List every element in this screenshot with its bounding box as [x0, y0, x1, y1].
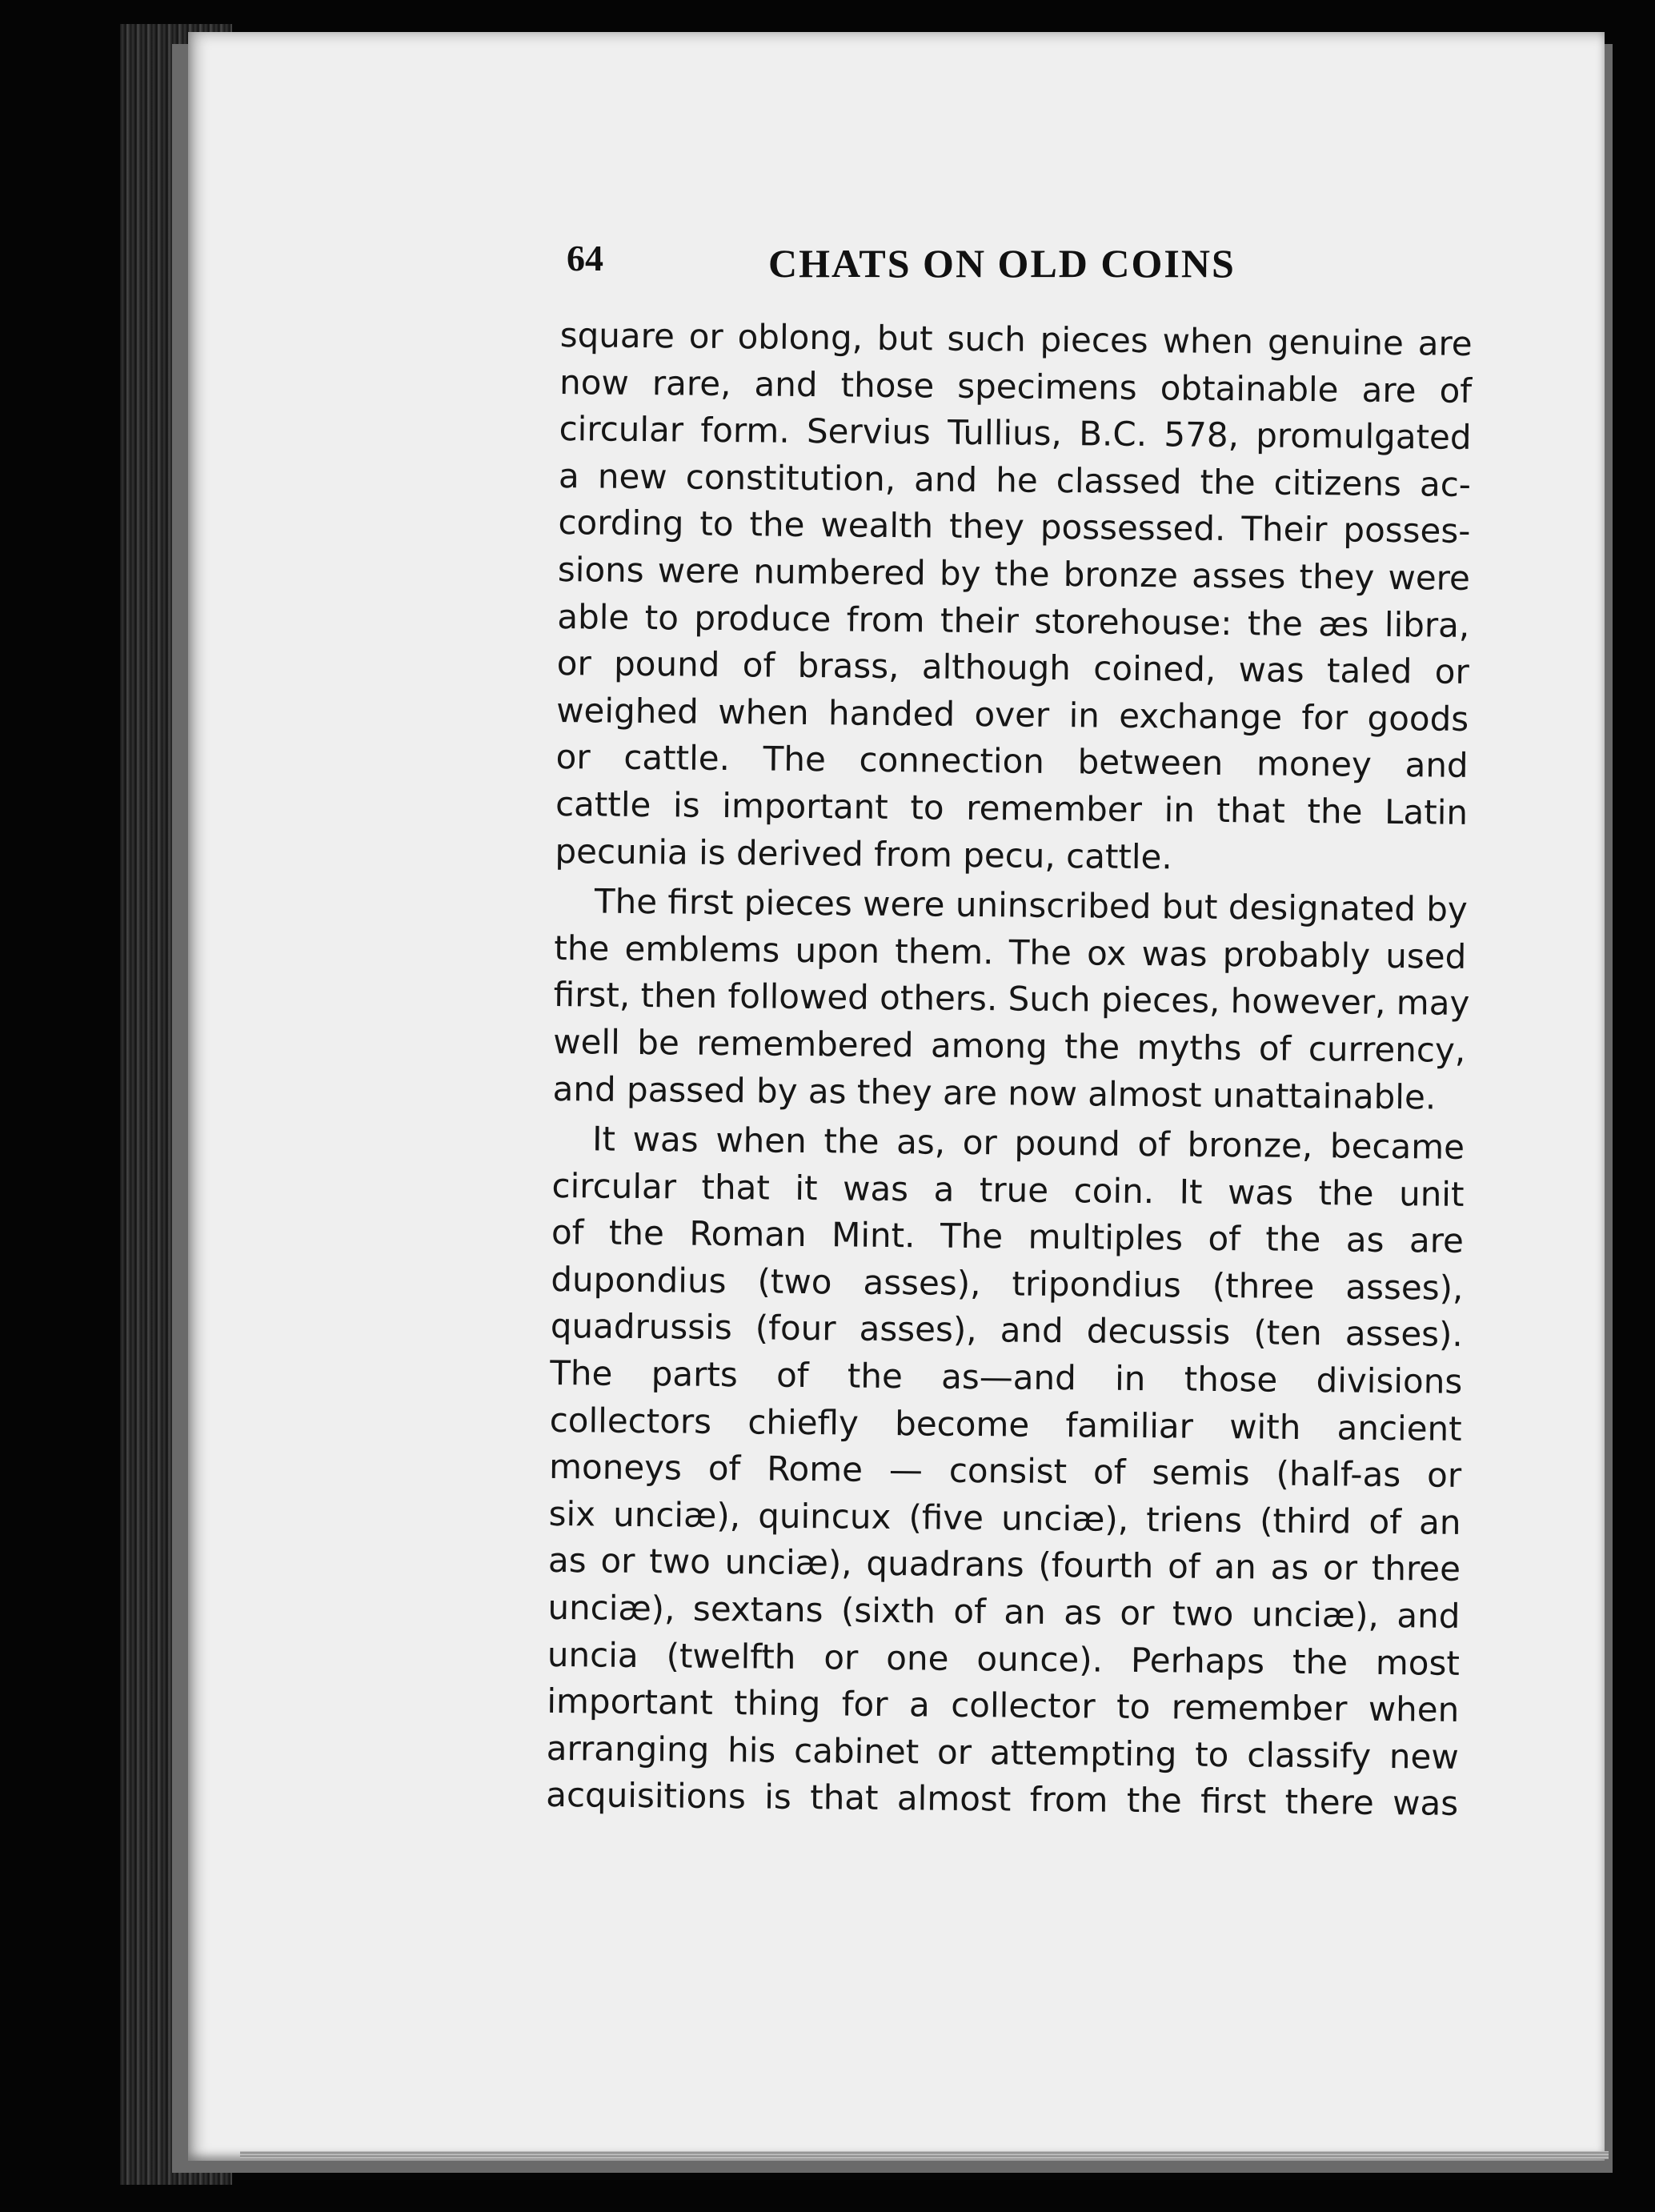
text-line: It was when the as, or pound of bronze, became: [591, 1119, 1465, 1167]
text-line: square or oblong, but such pieces when genuine are: [559, 315, 1473, 363]
paragraph: [546, 1116, 1465, 1828]
text-line: circular form. Servius Tullius, B.C. 578, promulgated: [559, 409, 1472, 458]
text-line: moneys of Rome — consist of semis (half-as or: [548, 1447, 1462, 1496]
text-line: The parts of the as—and in those divisions: [550, 1353, 1463, 1401]
text-line: now rare, and those specimens obtainable are of: [559, 362, 1473, 411]
text-line: cattle is important to remember in that the Latin: [555, 783, 1469, 832]
text-line: able to produce from their storehouse: the æs libra,: [557, 596, 1470, 645]
text-line: sions were numbered by the bronze asses they were: [557, 549, 1471, 598]
page-number: 64: [567, 238, 603, 279]
text-line: circular that it was a true coin. It was the unit: [551, 1165, 1465, 1214]
text-line: a new constitution, and he classed the citizens ac-: [558, 455, 1472, 504]
text-line: The first pieces were uninscribed but designated by: [594, 881, 1469, 930]
text-line: as or two unciæ), quadrans (fourth of an as or three: [547, 1541, 1461, 1589]
text-line: first, then followed others. Such pieces, however, may: [553, 975, 1470, 1024]
text-line: important thing for a collector to remember when: [547, 1681, 1460, 1730]
paragraph: [555, 312, 1473, 884]
text-line: six unciæ), quincux (five unciæ), triens (third of an: [548, 1493, 1461, 1542]
text-line: collectors chiefly become familiar with ancient: [549, 1400, 1462, 1449]
paragraph: [552, 878, 1470, 1121]
page-bottom-edge: [240, 2151, 1609, 2159]
text-line: of the Roman Mint. The multiples of the as are: [551, 1212, 1465, 1261]
text-line: dupondius (two asses), tripondius (three asses),: [551, 1259, 1464, 1308]
text-line: and passed by as they are now almost unattainable.: [552, 1068, 1437, 1117]
text-line: cording to the wealth they possessed. Their posses-: [558, 503, 1471, 551]
text-line: quadrussis (four asses), and decussis (ten asses).: [550, 1306, 1464, 1355]
text-line: well be remembered among the myths of currency,: [553, 1021, 1466, 1070]
text-line: or pound of brass, although coined, was taled or: [556, 643, 1469, 692]
text-line: the emblems upon them. The ox was probably used: [554, 928, 1467, 976]
body-text: [543, 312, 1473, 2130]
text-line: acquisitions is that almost from the first there was: [545, 1775, 1459, 1824]
text-line: unciæ), sextans (sixth of an as or two unciæ), and: [547, 1587, 1461, 1636]
text-line: uncia (twelfth or one ounce). Perhaps the most: [547, 1634, 1461, 1683]
text-line: arranging his cabinet or attempting to classify new: [546, 1728, 1459, 1777]
text-line: pecunia is derived from pecu, cattle.: [555, 831, 1173, 876]
text-line: or cattle. The connection between money and: [555, 737, 1469, 786]
running-head: [567, 230, 1279, 295]
running-title: CHATS ON OLD COINS: [768, 241, 1236, 286]
text-line: weighed when handed over in exchange for goods: [555, 690, 1469, 739]
